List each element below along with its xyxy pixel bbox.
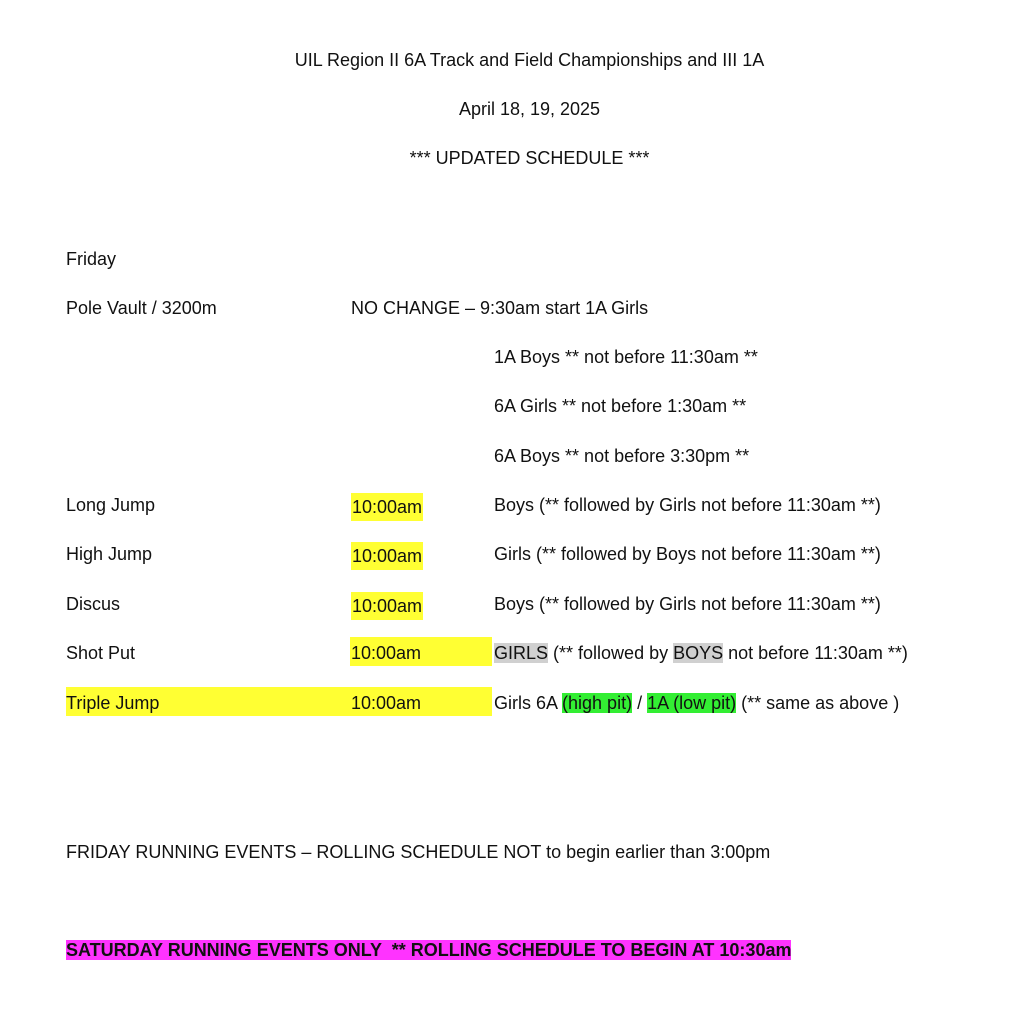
- event-time: [351, 592, 423, 620]
- document-title: UIL Region II 6A Track and Field Championships and III 1A: [294, 50, 765, 70]
- saturday-running-events-note: [66, 938, 791, 962]
- updated-schedule-notice: *** UPDATED SCHEDULE ***: [409, 148, 650, 168]
- detail-end: not before 11:30am **): [723, 643, 908, 663]
- event-detail: [494, 641, 908, 665]
- pole-vault-line-1a-boys: 1A Boys ** not before 11:30am **: [494, 347, 758, 367]
- event-detail: Boys (** followed by Girls not before 11:30am **): [494, 495, 881, 515]
- event-time: [351, 493, 423, 521]
- saturday-highlight: SATURDAY RUNNING EVENTS ONLY ** ROLLING SCHEDULE TO BEGIN AT 10:30am: [66, 940, 792, 960]
- pole-vault-line-6a-girls: 6A Girls ** not before 1:30am **: [494, 396, 747, 416]
- boys-highlight: BOYS: [673, 643, 724, 663]
- high-pit-highlight: (high pit): [562, 693, 633, 713]
- friday-running-events-note: FRIDAY RUNNING EVENTS – ROLLING SCHEDULE NOT to begin earlier than 3:00pm: [66, 842, 771, 862]
- detail-prefix: Girls 6A: [494, 693, 563, 713]
- pole-vault-line-6a-boys: 6A Boys ** not before 3:30pm **: [494, 446, 750, 466]
- event-time: [351, 542, 423, 570]
- pole-vault-status: NO CHANGE – 9:30am start 1A Girls: [351, 298, 649, 318]
- time-highlight: 10:00am: [351, 592, 423, 620]
- time-highlight: 10:00am: [351, 493, 423, 521]
- event-time: 10:00am: [351, 693, 422, 713]
- time-highlight: 10:00am: [351, 542, 423, 570]
- detail-suffix: (** same as above ): [736, 693, 900, 713]
- event-dates: April 18, 19, 2025: [458, 99, 601, 119]
- event-name: Triple Jump: [66, 693, 160, 713]
- detail-separator: /: [632, 693, 648, 713]
- event-name: High Jump: [66, 544, 153, 564]
- event-detail: Boys (** followed by Girls not before 11:30am **): [494, 594, 881, 614]
- event-name: Discus: [66, 594, 121, 614]
- low-pit-highlight: 1A (low pit): [647, 693, 737, 713]
- event-detail: [494, 691, 899, 715]
- event-detail: Girls (** followed by Boys not before 11:30am **): [494, 544, 881, 564]
- event-name: Long Jump: [66, 495, 156, 515]
- event-time: 10:00am: [351, 643, 422, 663]
- detail-middle: (** followed by: [548, 643, 674, 663]
- day-heading: Friday: [66, 249, 117, 269]
- girls-highlight: GIRLS: [494, 643, 549, 663]
- event-name: Shot Put: [66, 643, 136, 663]
- pole-vault-event-name: Pole Vault / 3200m: [66, 298, 217, 318]
